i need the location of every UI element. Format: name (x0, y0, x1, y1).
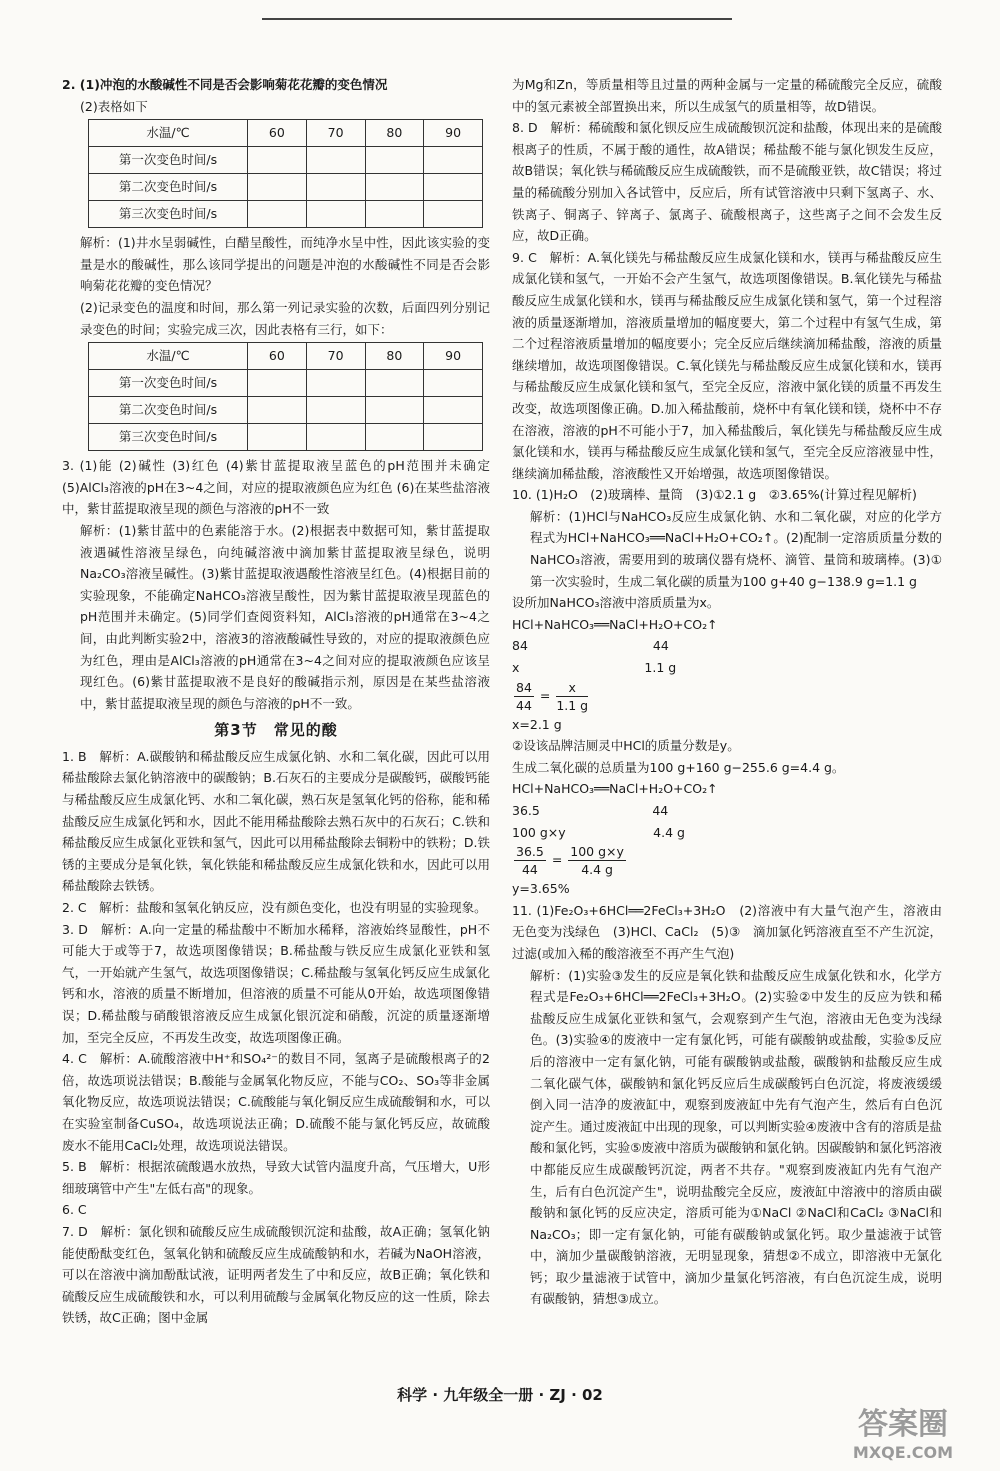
q10-let-x: 设所加NaHCO₃溶液中溶质质量为x。 (512, 595, 720, 611)
table-header-cell: 70 (306, 343, 365, 370)
answer-table-1 (88, 119, 483, 228)
table-header-row (89, 343, 483, 370)
item-5: 5. B 解析：根据浓硫酸遇水放热，导致大试管内温度升高，气压增大，U形细玻璃管中产生"左低右高"的现象。 (62, 1159, 490, 1196)
table-row (89, 424, 483, 451)
q10-result-x: x=2.1 g (512, 716, 562, 732)
q10-ratio-top-1: 84 44 (512, 638, 669, 654)
q10-ratio-bottom-2: 100 g×y 4.4 g (512, 824, 685, 840)
item-4: 4. C 解析：A.硫酸溶液中H⁺和SO₄²⁻的数目不同，氢离子是硫酸根离子的2倍，故选项说法错误；B.酸能与金属氧化物反应，不能与CO₂、SO₃等非金属氧化物反应，故选项说法错误；C.硫酸能与氧化铜反应生成硫酸铜和水，可以在实验室制备CuSO₄，故选项说法正确；D.硫酸不能与氯化钙反应，故硫酸废水不能用CaCl₂处理，故选项说法错误。 (62, 1051, 490, 1153)
table-header-cell: 80 (365, 343, 424, 370)
watermark-text: 答案圈 (858, 1407, 948, 1442)
table-row (89, 147, 483, 174)
q2-answer-line2: (2)表格如下 (80, 98, 148, 114)
table-header-cell: 90 (424, 120, 483, 147)
q10-equation-1: HCl+NaHCO₃══NaCl+H₂O+CO₂↑ (512, 616, 718, 632)
q10-total-co2: 生成二氧化碳的总质量为100 g+160 g−255.6 g=4.4 g。 (512, 759, 845, 775)
item-2: 2. C 解析：盐酸和氢氧化钠反应，没有颜色变化，也没有明显的实验现象。 (62, 900, 487, 916)
q10-result-y: y=3.65% (512, 881, 570, 897)
table-row (89, 174, 483, 201)
fraction: $\frac{100 g\times y}{4.4 g}$ (570, 844, 624, 878)
table-row (89, 370, 483, 397)
q3-answer: 3. (1)能 (2)碱性 (3)红色 (4)紫甘蓝提取液呈蓝色的pH范围并未确定 (5)AlCl₃溶液的pH在3~4之间，对应的提取液颜色应为红色 (6)在某些盐溶液中，紫甘蓝提取液呈现的颜色与溶液的pH不一致 (62, 458, 490, 517)
q11-analysis: 解析：(1)实验③发生的反应是氧化铁和盐酸反应生成氯化铁和水，化学方程式是Fe₂O₃+6HCl══2FeCl₃+3H₂O。(2)实验②中发生的反应为铁和稀盐酸反应生成氯化亚铁和氢气，会观察到产生气泡，溶液由无色变为浅绿色。(3)实验④的废液中一定有氯化钙，可能有碳酸钠或盐酸，实验⑤反应后的溶液中一定有氯化钠，可能有碳酸钠或盐酸，碳酸钠和盐酸反应生成二氧化碳气体，碳酸钠和氯化钙反应后生成碳酸钙白色沉淀，将废液缓缓倒入同一洁净的废液缸中，观察到废液缸中先有气泡产生，然后有白色沉淀产生。通过废液缸中出现的现象，可以判断实验④废液中含有的溶质是盐酸和氯化钙，实验⑤废液中溶质为碳酸钠和氯化钠。因碳酸钠和氯化钙溶液中都能反应生成碳酸钙沉淀，两者不共存。"观察到废液缸内先有气泡产生，后有白色沉淀产生"，说明盐酸完全反应，废液缸中溶液中的溶质由碳酸钠和氯化钙的反应决定，溶质可能为①NaCl ②NaCl和CaCl₂ ③NaCl和Na₂CO₃；即一定有氯化钠，可能有碳酸钠或氯化钙。取少量滤液于试管中，滴加少量碳酸钠溶液，无明显现象，猜想②不成立，即溶液中无氯化钙；取少量滤液于试管中，滴加少量氯化钙溶液，有白色沉淀生成，说明有碳酸钠，猜想③成立。 (530, 967, 942, 1307)
q10-proportion-1: $\frac{84}{44}$ = $\frac{x}{1.1 g}$ (516, 679, 589, 713)
table-header-cell: 90 (424, 343, 483, 370)
watermark-url: MXQE.COM (852, 1443, 954, 1462)
table-row-label: 第三次变色时间/s (89, 424, 248, 451)
page-footer: 科学 · 九年级全一册 · ZJ · 02 (397, 1386, 603, 1404)
q10-let-y: ②设该品牌洁厕灵中HCl的质量分数是y。 (512, 738, 740, 754)
answer-table-2 (88, 342, 483, 451)
table-header-cell: 80 (365, 120, 424, 147)
right-column (512, 74, 942, 1310)
table-row-label: 第二次变色时间/s (89, 174, 248, 201)
table-row-label: 第三次变色时间/s (89, 201, 248, 228)
header-rule (262, 18, 732, 20)
item-1: 1. B 解析：A.碳酸钠和稀盐酸反应生成氯化钠、水和二氧化碳，因此可以用稀盐酸除去氯化钠溶液中的碳酸钠；B.石灰石的主要成分是碳酸钙，碳酸钙能与稀盐酸反应生成氯化钙、水和二氧化碳，熟石灰是氢氧化钙的俗称，能和稀盐酸反应生成氯化钙和水，因此不能用稀盐酸除去熟石灰中的石灰石；C.铁和稀盐酸反应生成氯化亚铁和氢气，因此可以用稀盐酸除去铜粉中的铁粉；D.铁锈的主要成分是氧化铁，氧化铁能和稀盐酸反应生成氯化铁和水，因此可以用稀盐酸除去铁锈。 (62, 748, 490, 894)
fraction: $\frac{x}{1.1 g}$ (556, 679, 589, 713)
table-row (89, 201, 483, 228)
table-row-label: 第二次变色时间/s (89, 397, 248, 424)
q3-analysis: 解析：(1)紫甘蓝中的色素能溶于水。(2)根据表中数据可知，紫甘蓝提取液遇碱性溶液呈绿色，向纯碱溶液中滴加紫甘蓝提取液呈绿色，说明Na₂CO₃溶液呈碱性。(3)紫甘蓝提取液遇酸性溶液呈红色。(4)根据目前的实验现象，不能确定NaHCO₃溶液呈酸性，因为紫甘蓝提取液呈现蓝色的pH范围并未确定。(5)同学们查阅资料知，AlCl₃溶液的pH通常在3~4之间，由此判断实验2中，溶液3的溶液酸碱性导致的，对应的提取液颜色应为红色，理由是AlCl₃溶液的pH通常在3~4之间对应的提取液颜色应该呈现红色。(6)紫甘蓝提取液不是良好的酸碱指示剂，原因是在某些盐溶液中，紫甘蓝提取液呈现的颜色与溶液的pH不一致。 (80, 522, 490, 711)
watermark-logo-icon (828, 1398, 978, 1464)
q10-ratio-bottom-1: x 1.1 g (512, 660, 677, 676)
q10-answer: 10. (1)H₂O (2)玻璃棒、量筒 (3)①2.1 g ②3.65%(计算过程见解析) (512, 487, 917, 503)
q10-analysis: 解析：(1)HCl与NaHCO₃反应生成氯化钠、水和二氧化碳，对应的化学方程式为HCl+NaHCO₃══NaCl+H₂O+CO₂↑。(2)配制一定溶质质量分数的NaHCO₃溶液，需要用到的玻璃仪器有烧杯、滴管、量筒和玻璃棒。(3)①第一次实验时，生成二氧化碳的质量为100 g+40 g−138.9 g=1.1 g (530, 508, 942, 589)
table-header-cell: 水温/℃ (89, 120, 248, 147)
q2-analysis-1: 解析：(1)井水呈弱碱性，白醋呈酸性，而纯净水呈中性，因此该实验的变量是水的酸碱性，那么该同学提出的问题是冲泡的水酸碱性不同是否会影响菊花花瓣的变色情况？ (80, 235, 490, 294)
table-row-label: 第一次变色时间/s (89, 370, 248, 397)
section-title: 第3节 常见的酸 (214, 721, 338, 740)
table-header-row (89, 120, 483, 147)
q2-analysis-2: (2)记录变色的温度和时间，那么第一列记录实验的次数，后面四列分别记录变色的时间；实验完成三次，因此表格有三行，如下： (80, 299, 490, 337)
left-column (62, 74, 490, 1329)
table-header-cell: 水温/℃ (89, 343, 248, 370)
table-row (89, 397, 483, 424)
item-7-continued: 为Mg和Zn，等质量相等且过量的两种金属与一定量的稀硫酸完全反应，硫酸中的氢元素被全部置换出来，所以生成氢气的质量相等，故D错误。 (512, 77, 942, 114)
table-header-cell: 60 (248, 343, 307, 370)
table-header-cell: 60 (248, 120, 307, 147)
q10-proportion-2: $\frac{36.5}{44}$ = $\frac{100 g\times y}{4.4 g}$ (516, 844, 624, 878)
item-7: 7. D 解析：氯化钡和硫酸反应生成硫酸钡沉淀和盐酸，故A正确；氢氧化钠能使酚酞变红色，氢氧化钠和硫酸反应生成硫酸钠和水，若碱为NaOH溶液，可以在溶液中滴加酚酞试液，证明两者发生了中和反应，故B正确；氧化铁和硫酸反应生成硫酸铁和水，可以利用硫酸与金属氧化物反应的这一性质，除去铁锈，故C正确；图中金属 (62, 1223, 490, 1326)
fraction: $\frac{36.5}{44}$ (516, 844, 544, 878)
q11-answer: 11. (1)Fe₂O₃+6HCl══2FeCl₃+3H₂O (2)溶液中有大量气泡产生，溶液由无色变为浅绿色 (3)HCl、CaCl₂ (5)③ 滴加氯化钙溶液直至不产生沉淀，过滤(或加入稀的酸溶液至不再产生气泡) (512, 902, 942, 961)
q10-ratio-top-2: 36.5 44 (512, 803, 669, 818)
table-header-cell: 70 (306, 120, 365, 147)
q2-answer-line1: 2. (1)冲泡的水酸碱性不同是否会影响菊花花瓣的变色情况 (62, 77, 388, 92)
fraction: $\frac{84}{44}$ (516, 679, 532, 713)
q10-equation-2: HCl+NaHCO₃══NaCl+H₂O+CO₂↑ (512, 781, 718, 797)
item-9: 9. C 解析：A.氧化镁先与稀盐酸反应生成氯化镁和水，镁再与稀盐酸反应生成氯化镁和氢气，一开始不会产生氢气，故选项图像错误。B.氧化镁先与稀盐酸反应生成氯化镁和水，镁再与稀盐酸反应生成氯化镁和氢气，第一个过程溶液的质量逐渐增加，溶液质量增加的幅度要大，第二个过程中有氢气生成，第二个过程溶液质量增加的幅度要小；完全反应后继续滴加稀盐酸，溶液的质量继续增加，故选项图像错误。C.氧化镁先与稀盐酸反应生成氯化镁和水，镁再与稀盐酸反应生成氯化镁和氢气，至完全反应，溶液中氯化镁的质量不再发生改变，故选项图像正确。D.加入稀盐酸前，烧杯中有氧化镁和镁，烧杯中不存在溶液，溶液的pH不可能小于7，加入稀盐酸后，氧化镁先与稀盐酸反应生成氯化镁和水，镁再与稀盐酸反应生成氯化镁和氢气，至完全反应溶液显中性，继续滴加稀盐酸，溶液酸性又开始增强，故选项图像错误。 (512, 249, 942, 481)
table-row-label: 第一次变色时间/s (89, 147, 248, 174)
item-3: 3. D 解析：A.向一定量的稀盐酸中不断加水稀释，溶液始终显酸性，pH不可能大于或等于7，故选项图像错误；B.稀盐酸与铁反应生成氯化亚铁和氢气，一开始就产生氢气，故选项图像错误；C.稀盐酸与氢氧化钙反应生成氯化钙和水，溶液的质量不断增加，但溶液的质量不可能从0开始，故选项图像错误；D.稀盐酸与硝酸银溶液反应生成氯化银沉淀和硝酸，沉淀的质量逐渐增加，至完全反应，不再发生改变，故选项图像正确。 (62, 921, 490, 1045)
item-8: 8. D 解析：稀硫酸和氯化钡反应生成硫酸钡沉淀和盐酸，体现出来的是硫酸根离子的性质，不属于酸的通性，故A错误；稀盐酸不能与氯化钡发生反应，故B错误；氧化铁与稀硫酸反应生成硫酸铁，而不是硫酸亚铁，故C错误；将过量的稀硫酸分别加入各试管中，反应后，所有试管溶液中只剩下氢离子、水、铁离子、铜离子、锌离子、氯离子、硫酸根离子，这些离子之间不会发生反应，故D正确。 (512, 120, 942, 244)
item-6: 6. C (62, 1202, 87, 1218)
